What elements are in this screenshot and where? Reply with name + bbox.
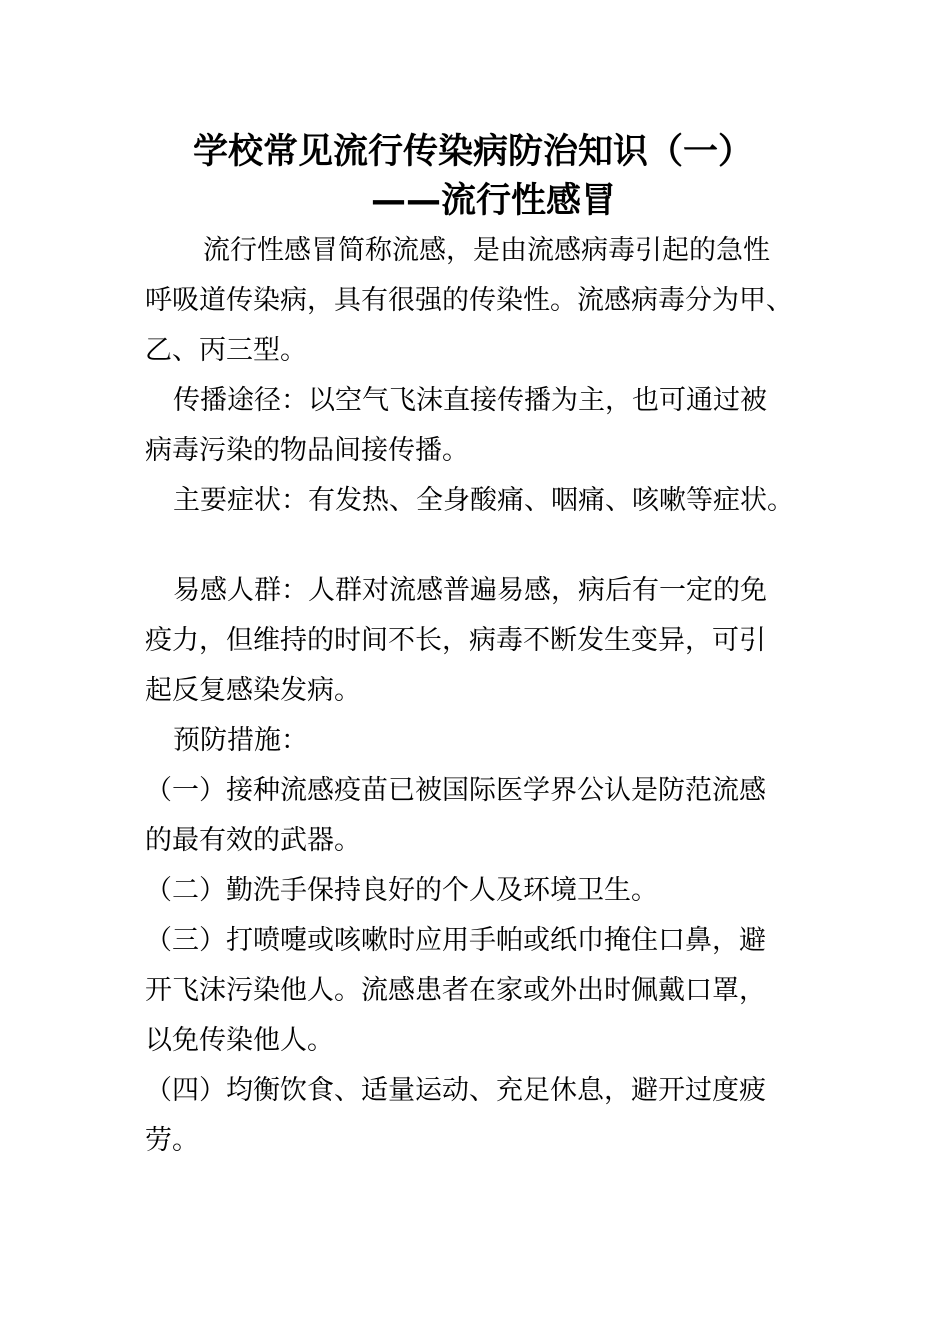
document-title: 学校常见流行传染病防治知识（一） — [193, 132, 754, 172]
prevention-item-2-line: （二）勤洗手保持良好的个人及环境卫生。 — [145, 875, 658, 906]
paragraph-intro-line: 乙、丙三型。 — [145, 335, 307, 366]
paragraph-transmission-line: 传播途径：以空气飞沫直接传播为主，也可通过被 — [173, 385, 767, 416]
document-body — [145, 226, 825, 1166]
paragraph-intro-line: 流行性感冒简称流感，是由流感病毒引起的急性 — [203, 235, 770, 266]
prevention-item-1-line: 的最有效的武器。 — [145, 825, 361, 856]
paragraph-prevention-heading: 预防措施： — [173, 725, 308, 756]
paragraph-symptoms-line: 主要症状：有发热、全身酸痛、咽痛、咳嗽等症状。 — [173, 485, 794, 516]
prevention-item-3-line: 以免传染他人。 — [145, 1025, 334, 1056]
prevention-item-4-line: 劳。 — [145, 1125, 199, 1156]
document-subtitle: ——流行性感冒 — [371, 181, 617, 221]
paragraph-spacer — [145, 526, 825, 566]
prevention-item-3-line: 开飞沫污染他人。流感患者在家或外出时佩戴口罩， — [145, 975, 766, 1006]
prevention-item-3-line: （三）打喷嚏或咳嗽时应用手帕或纸巾掩住口鼻，避 — [145, 925, 766, 956]
paragraph-susceptible-line: 疫力，但维持的时间不长，病毒不断发生变异，可引 — [145, 625, 766, 656]
prevention-item-4-line: （四）均衡饮食、适量运动、充足休息，避开过度疲 — [145, 1075, 766, 1106]
paragraph-transmission-line: 病毒污染的物品间接传播。 — [145, 435, 469, 466]
paragraph-intro-line: 呼吸道传染病，具有很强的传染性。流感病毒分为甲、 — [145, 285, 793, 316]
paragraph-susceptible-line: 起反复感染发病。 — [145, 675, 361, 706]
paragraph-susceptible-line: 易感人群：人群对流感普遍易感，病后有一定的免 — [173, 575, 767, 606]
prevention-item-1-line: （一）接种流感疫苗已被国际医学界公认是防范流感 — [145, 775, 766, 806]
